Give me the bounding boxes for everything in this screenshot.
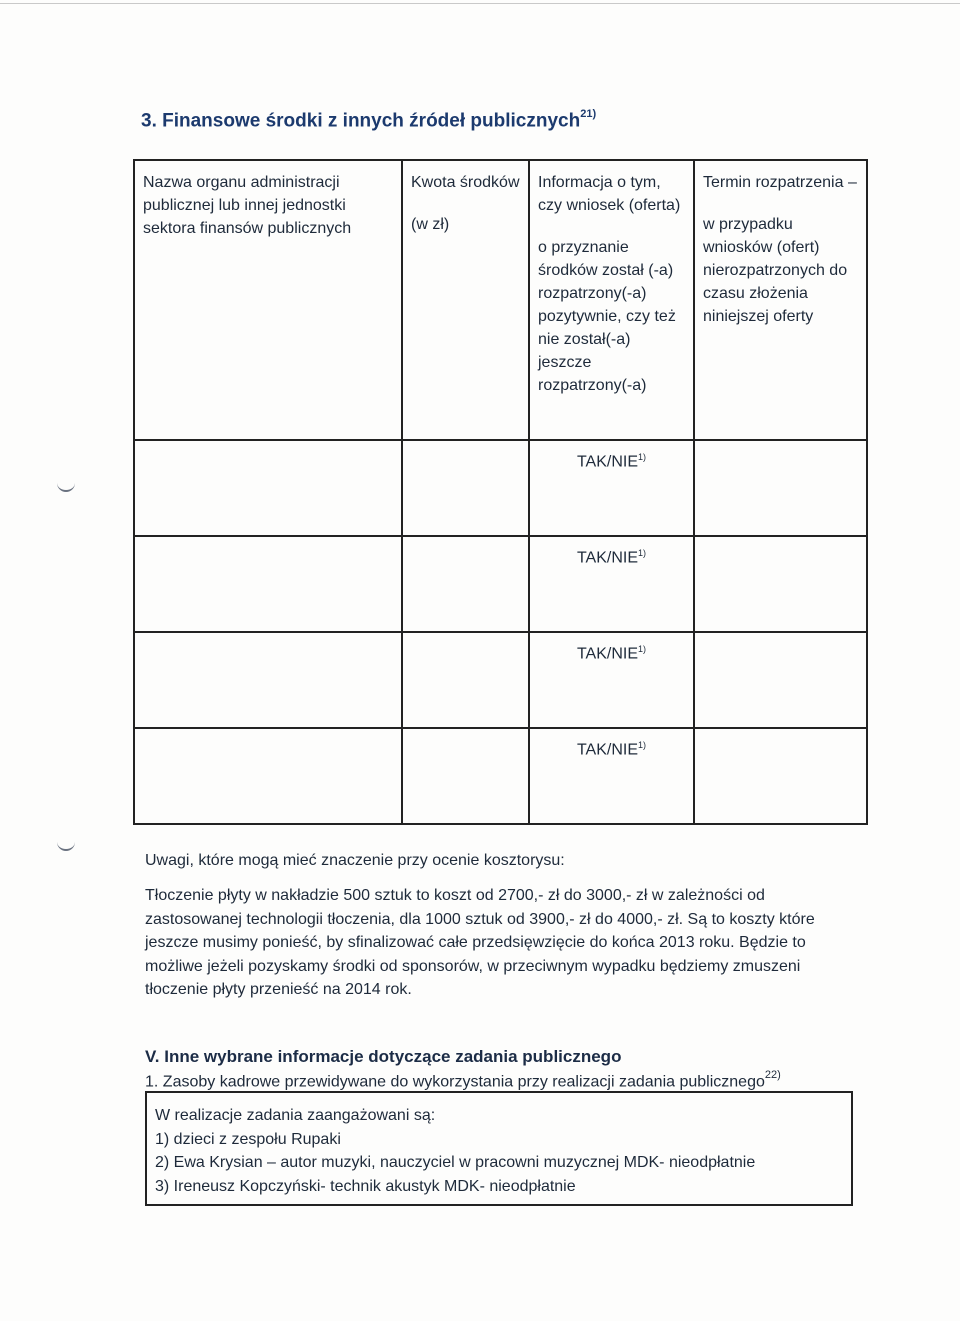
review-date-cell[interactable] <box>694 536 867 632</box>
column-header-amount <box>402 160 529 440</box>
authority-name-cell[interactable] <box>134 728 402 824</box>
amount-cell[interactable] <box>402 536 529 632</box>
column-header-authority-name: Nazwa organu administracji publicznej lub innej jednostki sektora finansów publicznych <box>134 160 402 440</box>
table-row <box>134 440 867 536</box>
staff-item: 3) Ireneusz Kopczyński- technik akustyk MDK- nieodpłatnie <box>155 1177 576 1195</box>
status-text: TAK/NIE <box>576 453 639 471</box>
footnote-ref: 1) <box>638 740 647 750</box>
column-header-date-part1: Termin rozpatrzenia – <box>703 174 857 191</box>
review-date-cell[interactable] <box>694 728 867 824</box>
footnote-ref: 21) <box>580 108 597 120</box>
review-date-cell[interactable] <box>694 632 867 728</box>
section-3-title: 3. Finansowe środki z innych źródeł publicznych <box>141 110 581 132</box>
punch-hole-mark <box>57 481 75 492</box>
status-text: TAK/NIE <box>576 645 639 663</box>
column-header-status-part2: o przyznanie środków został (-a) rozpatrzony(-a) pozytywnie, czy też nie został(-a) jeszcze rozpatrzony(-a) <box>538 239 676 394</box>
authority-name-cell[interactable] <box>134 440 402 536</box>
column-header-amount-label: Kwota środków <box>411 174 520 191</box>
staff-resources-title: 1. Zasoby kadrowe przewidywane do wykorzystania przy realizacji zadania publicznego <box>145 1073 765 1091</box>
amount-cell[interactable] <box>402 440 529 536</box>
remarks-body: Tłoczenie płyty w nakładzie 500 sztuk to koszt od 2700,- zł do 3000,- zł w zależności od zastosowanej technologii tłoczenia, dla 1000 sztuk od 3900,- zł do 4000,- zł. Są to koszty które jeszcze musimy ponieść, by sfinalizować całe przedsięwzięcie do końca 2013 roku. Będzie to możliwe jeżeli pozyskamy środki od sponsorów, w przeciwnym wypadku będziemy zmuszeni tłoczenie płyty przenieść na 2014 rok. <box>145 887 815 998</box>
status-text: TAK/NIE <box>576 741 639 759</box>
staff-item: 1) dzieci z zespołu Rupaki <box>155 1130 341 1148</box>
column-header-application-status <box>529 160 694 440</box>
table-row <box>134 536 867 632</box>
review-date-cell[interactable] <box>694 440 867 536</box>
footnote-ref: 22) <box>764 1069 781 1081</box>
status-cell[interactable] <box>529 536 694 632</box>
footnote-ref: 1) <box>638 644 647 654</box>
column-header-amount-unit: (w zł) <box>411 216 450 233</box>
staff-intro-line: W realizacje zadania zaangażowani są: <box>155 1107 436 1124</box>
section-v-heading: V. Inne wybrane informacje dotyczące zadania publicznego <box>145 1047 622 1066</box>
authority-name-cell[interactable] <box>134 536 402 632</box>
staff-resources-heading <box>145 1071 781 1091</box>
public-funds-table <box>133 159 868 825</box>
status-text: TAK/NIE <box>576 549 639 567</box>
status-cell[interactable] <box>529 728 694 824</box>
table-row <box>134 632 867 728</box>
page-top-edge <box>0 3 960 4</box>
amount-cell[interactable] <box>402 632 529 728</box>
staff-item: 2) Ewa Krysian – autor muzyki, nauczyciel w pracowni muzycznej MDK- nieodpłatnie <box>155 1154 756 1171</box>
status-cell[interactable] <box>529 632 694 728</box>
table-header-row <box>134 160 867 440</box>
punch-hole-mark <box>57 840 75 851</box>
table-row <box>134 728 867 824</box>
column-header-review-date <box>694 160 867 440</box>
column-header-date-part2: w przypadku wniosków (ofert) nierozpatrzonych do czasu złożenia niniejszej oferty <box>703 216 848 325</box>
amount-cell[interactable] <box>402 728 529 824</box>
staff-resources-box <box>145 1091 853 1206</box>
footnote-ref: 1) <box>638 452 647 462</box>
authority-name-cell[interactable] <box>134 632 402 728</box>
section-3-heading <box>141 110 596 132</box>
footnote-ref: 1) <box>638 548 647 558</box>
column-header-status-part1: Informacja o tym, czy wniosek (oferta) <box>538 174 681 214</box>
status-cell[interactable] <box>529 440 694 536</box>
remarks-title: Uwagi, które mogą mieć znaczenie przy ocenie kosztorysu: <box>145 852 565 869</box>
